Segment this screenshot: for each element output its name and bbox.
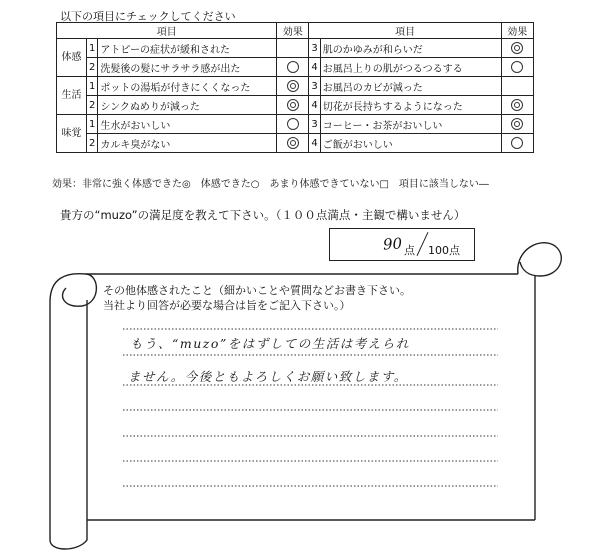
header-effect-right: 効果 [501,23,533,39]
comment-prompt-2: 当社より回答が必要な場合は旨をご記入下さい。） [103,299,351,312]
item-text: コーヒー・お茶がおいしい [320,115,501,134]
scroll-bottom-curl [50,520,87,549]
writing-lines [123,329,498,486]
item-number: 1 [87,39,98,58]
item-text: シンクぬめりが減った [98,96,277,115]
item-number: 4 [309,96,320,115]
item-text: ご飯がおいしい [320,134,501,153]
item-text: ポットの湯垢が付きにくくなった [98,77,277,96]
item-number: 3 [309,115,320,134]
category-label: 体感 [57,39,87,77]
category-label: 生活 [57,77,87,115]
legend-text: 効果：非常に強く体感できた◎ 体感できた○ あまり体感できていない□ 項目に該当しない― [52,179,489,190]
item-number: 1 [87,77,98,96]
handwritten-line-1: もう、“muzo”をはずしての生活は考えられ [130,336,410,351]
item-text: お風呂のカビが減った [320,77,501,96]
item-number: 2 [87,96,98,115]
item-number: 3 [309,77,320,96]
category-label: 味覚 [57,115,87,153]
item-number: 1 [87,115,98,134]
instruction-text: 以下の項目にチェックしてください [60,10,236,23]
scroll-top-curl [518,243,562,276]
header-effect-left: 効果 [277,23,309,39]
score-unit: 点 [404,244,415,257]
item-number: 3 [309,39,320,58]
item-number: 2 [87,134,98,153]
item-number: 4 [309,58,320,77]
item-text: お風呂上りの肌がつるつるする [320,58,501,77]
satisfaction-question: 貴方の“muzo”の満足度を教えて下さい。（１００点満点・主観で構いません） [60,208,466,222]
item-number: 2 [87,58,98,77]
header-item-left: 項目 [57,23,277,39]
item-number: 4 [309,134,320,153]
item-text: 切花が長持ちするようになった [320,96,501,115]
header-item-right: 項目 [309,23,501,39]
comment-prompt-1: その他体感されたこと（細かいことや質問などお書き下さい。 [103,284,411,297]
handwritten-line-2: ません。今後ともよろしくお願い致します。 [128,369,408,384]
item-text: 洗髪後の髪にサラサラ感が出た [98,58,277,77]
scroll-left-curl [63,274,97,306]
score-value: 90 [382,234,403,254]
item-text: アトピーの症状が緩和された [98,39,277,58]
score-max: 100点 [428,244,460,257]
item-text: 生水がおいしい [98,115,277,134]
item-text: 肌のかゆみが和らいだ [320,39,501,58]
item-text: カルキ臭がない [98,134,277,153]
